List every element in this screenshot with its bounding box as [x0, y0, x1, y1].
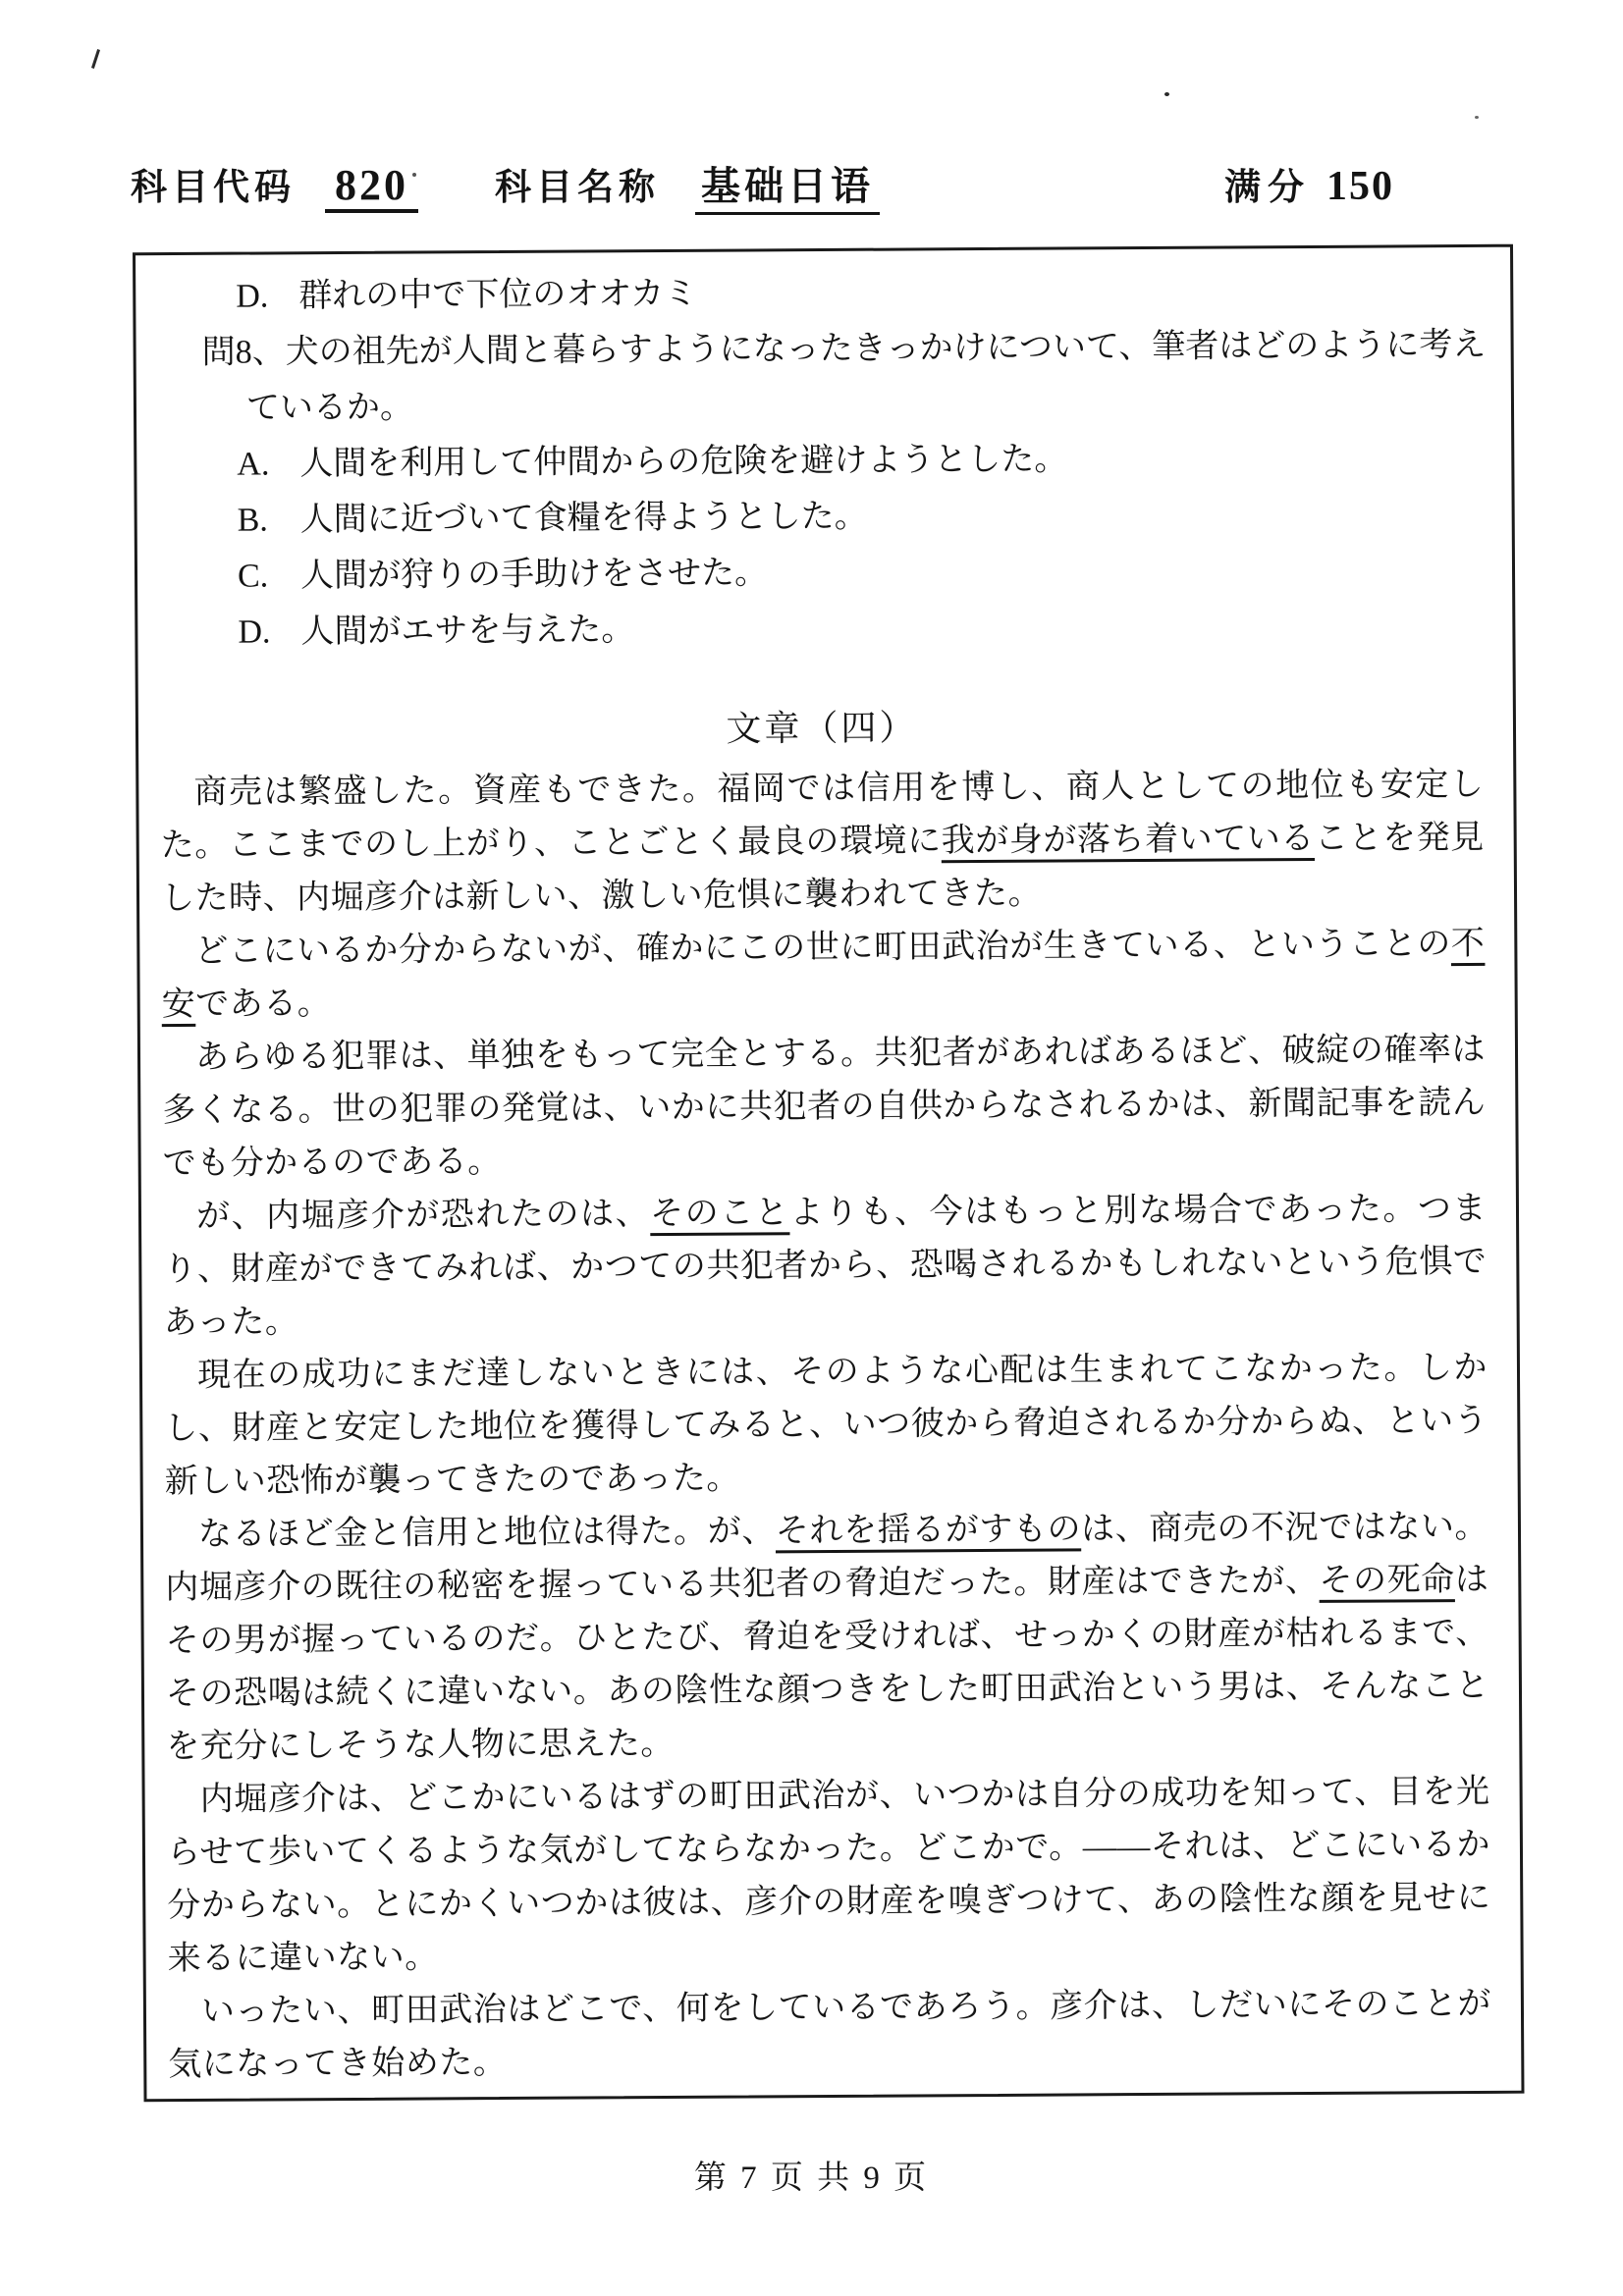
subject-name-label: 科目名称: [495, 168, 660, 208]
passage-paragraph: [168, 1978, 1492, 2092]
passage-text: ことを発見した時、内堀彦介は新しい、激しい危惧に襲われてきた。: [160, 819, 1485, 918]
passage-paragraph: [165, 1501, 1490, 1774]
option-label: A.: [237, 446, 270, 483]
scan-artifact: [1475, 116, 1479, 119]
passage-text: はその男が握っているのだ。ひとたび、脅迫を受ければ、せっかくの財産が枯れるまで、その恐喝は続くに違いない。あの陰性な顔つきをした町田武治という男は、そんなことを充分にしそうな人物に思えた。: [165, 1561, 1490, 1766]
option-text: 人間が狩りの手助けをさせた。: [299, 555, 769, 595]
passage-text: いったい、町田武治はどこで、何をしているであろう。彦介は、しだいにそのことが気になってき始めた。: [168, 1985, 1492, 2084]
exam-header: [131, 157, 1394, 215]
passage-text: である。: [195, 986, 332, 1023]
underlined-text: 我が身が落ち着いている: [941, 820, 1316, 860]
underlined-text: その死命: [1319, 1562, 1455, 1599]
page-number-footer: 第 7 页 共 9 页: [693, 2161, 930, 2196]
passage-text: 内堀彦介は、どこかにいるはずの町田武治が、いつかは自分の成功を知って、目を光らせて歩いてくるような気がしてならなかった。どこかで。——それは、どこにいるか分からない。とにかくいつかは彼は、彦介の財産を嗅ぎつけて、あの陰性な顔を見せに来るに違いない。: [166, 1773, 1491, 1978]
passage-text: よりも、今はもっと別な場合であった。つまり、財産ができてみれば、かつての共犯者から、恐喝されるかもしれないという危惧であった。: [163, 1190, 1488, 1342]
option-text: 人間に近づいて食糧を得ようとした。: [299, 498, 868, 539]
passage-paragraph: [163, 1183, 1488, 1350]
passage-paragraph: [161, 918, 1486, 1032]
passage-title: 文章（四）: [726, 708, 918, 749]
passage-text: あらゆる犯罪は、単独をもって完全とする。共犯者があればあるほど、破綻の確率は多くなる。世の犯罪の発覚は、いかに共犯者の自供からなされるかは、新聞記事を読んでも分かるのである。: [162, 1031, 1487, 1183]
full-score-group: [1224, 157, 1394, 210]
option-label: D.: [236, 278, 269, 315]
passage-text: は、商売の不況ではない。内堀彦介の既往の秘密を握っている共犯者の脅迫だった。財産はできたが、: [165, 1508, 1489, 1607]
underlined-text: そのこと: [650, 1195, 790, 1233]
passage-text: 商売は繁盛した。資産もできた。福岡では信用を博し、商人としての地位も安定した。ここまでのし上がり、ことごとく最良の環境に: [160, 766, 1485, 865]
subject-name-value: 基础日语: [695, 164, 880, 215]
question-8-option-d: [238, 597, 1483, 661]
option-label: C.: [237, 558, 269, 595]
option-text: 群れの中で下位のオオカミ: [298, 275, 698, 315]
option-text: 人間を利用して仲間からの危険を避けようとした。: [299, 441, 1068, 483]
passage-paragraphs: [160, 759, 1491, 2092]
passage-paragraph: [164, 1342, 1488, 1509]
option-text: 人間がエサを与えた。: [300, 612, 635, 651]
scan-artifact: [1164, 92, 1169, 96]
full-score-value: 150: [1326, 164, 1394, 209]
question-8-option-c: [238, 541, 1483, 605]
subject-code-value: 820: [325, 162, 418, 213]
question-8-stem-line2: ているか。: [245, 389, 414, 427]
passage-paragraph: [166, 1766, 1490, 1986]
question-8-option-a: [237, 429, 1482, 493]
question-8-stem-line1: 問8、犬の祖先が人間と暮らすようになったきっかけについて、筆者はどのように考え: [201, 326, 1487, 371]
passage-text: 現在の成功にまだ達しないときには、そのような心配は生まれてこなかった。しかし、財産と安定した地位を獲得してみると、いつ彼から脅迫されるか分からぬ、という新しい恐怖が襲ってきたのであった。: [164, 1349, 1488, 1501]
passage-paragraph: [162, 1024, 1487, 1191]
subject-code-label: 科目代码: [131, 168, 296, 208]
scan-artifact: [91, 49, 100, 69]
passage-text: どこにいるか分からないが、確かにこの世に町田武治が生きている、ということの: [194, 926, 1451, 970]
question-8-option-b: [238, 485, 1483, 549]
prev-question-option-d: [236, 261, 1481, 325]
underlined-text: それを揺るがすもの: [775, 1511, 1082, 1550]
option-label: B.: [237, 502, 268, 539]
option-label: D.: [238, 614, 271, 651]
underlined-text: 不安: [161, 925, 1486, 1024]
full-score-label: 满分: [1224, 168, 1311, 208]
passage-paragraph: [160, 759, 1485, 926]
passage-text: が、内堀彦介が恐れたのは、: [195, 1196, 651, 1235]
passage-text: なるほど金と信用と地位は得た。が、: [197, 1513, 776, 1553]
exam-content-box: [133, 244, 1524, 2103]
